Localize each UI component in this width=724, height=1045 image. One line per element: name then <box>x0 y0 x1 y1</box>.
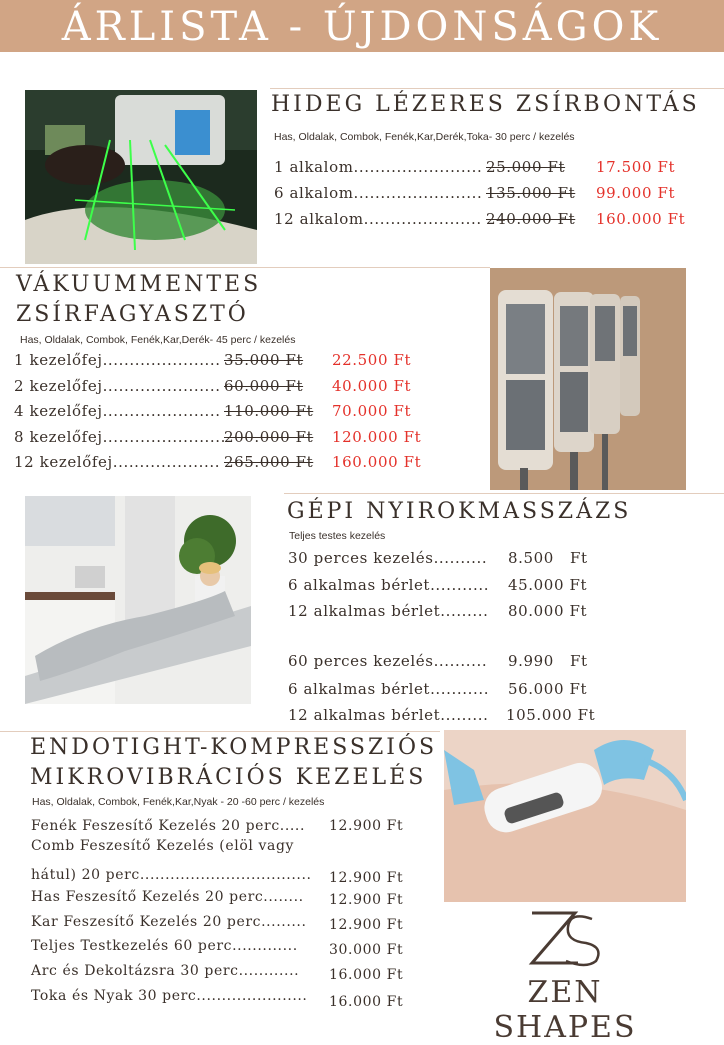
cryo-photo <box>490 268 686 490</box>
divider <box>270 88 724 89</box>
endo-title-line2: MIKROVIBRÁCIÓS KEZELÉS <box>30 765 427 790</box>
lymph-title: GÉPI NYIROKMASSZÁZS <box>287 499 632 524</box>
row-label: 6 alkalmas bérlet........... <box>288 576 490 594</box>
divider <box>0 267 490 268</box>
price: 12.900 Ft <box>329 892 404 908</box>
new-price: 160.000 Ft <box>596 210 686 228</box>
row-label: Fenék Feszesítő Kezelés 20 perc..... <box>31 818 306 834</box>
logo-monogram <box>520 905 610 970</box>
row-label: 1 alkalom........................ <box>274 158 483 176</box>
old-price: 240.000 Ft <box>486 210 576 228</box>
new-price: 70.000 Ft <box>332 402 412 420</box>
laser-subtitle: Has, Oldalak, Combok, Fenék,Kar,Derék,Toka- 30 perc / kezelés <box>274 131 575 143</box>
divider <box>284 493 724 494</box>
price-row <box>14 398 484 424</box>
price: 30.000 Ft <box>329 942 404 958</box>
price: 105.000 Ft <box>506 706 596 724</box>
row-label: Teljes Testkezelés 60 perc............. <box>31 938 298 954</box>
row-label: 1 kezelőfej...................... <box>14 351 221 369</box>
logo-monogram-text <box>520 905 521 906</box>
row-label: 4 kezelőfej...................... <box>14 402 221 420</box>
price: 12.900 Ft <box>329 917 404 933</box>
cryo-title-line1: VÁKUUMMENTES <box>16 272 262 297</box>
price: 45.000 Ft <box>508 576 588 594</box>
laser-title: HIDEG LÉZERES ZSÍRBONTÁS <box>271 92 700 117</box>
price-row <box>31 884 431 910</box>
price: 8.500 Ft <box>508 549 588 567</box>
price-row <box>14 373 484 399</box>
price: 56.000 Ft <box>508 680 588 698</box>
old-price: 135.000 Ft <box>486 184 576 202</box>
row-label: 12 alkalmas bérlet......... <box>288 602 489 620</box>
price-row <box>288 676 708 702</box>
price-row <box>31 983 431 1009</box>
price-row <box>31 909 431 935</box>
price-row <box>288 648 708 674</box>
new-price: 22.500 Ft <box>332 351 412 369</box>
price-row <box>274 206 714 232</box>
row-label: hátul) 20 perc.................................. <box>31 867 312 883</box>
lymph-subtitle: Teljes testes kezelés <box>289 530 386 542</box>
price-row <box>288 545 708 571</box>
page-title: ÁRLISTA - ÚJDONSÁGOK <box>61 4 663 50</box>
old-price: 110.000 Ft <box>224 402 314 420</box>
price-row <box>31 958 431 984</box>
price-row <box>288 702 708 728</box>
new-price: 160.000 Ft <box>332 453 422 471</box>
old-price: 35.000 Ft <box>224 351 304 369</box>
old-price: 25.000 Ft <box>486 158 566 176</box>
price-row <box>274 180 714 206</box>
divider <box>0 731 440 732</box>
cryo-subtitle: Has, Oldalak, Combok, Fenék,Kar,Derék- 45 perc / kezelés <box>20 334 296 346</box>
price: 9.990 Ft <box>508 652 588 670</box>
price: 12.900 Ft <box>329 870 404 886</box>
price-row <box>31 833 431 859</box>
price-row <box>14 424 484 450</box>
new-price: 17.500 Ft <box>596 158 676 176</box>
new-price: 40.000 Ft <box>332 377 412 395</box>
endo-photo <box>444 730 686 902</box>
price-row <box>14 347 484 373</box>
row-label: 30 perces kezelés.......... <box>288 549 488 567</box>
old-price: 200.000 Ft <box>224 428 314 446</box>
endo-title-line1: ENDOTIGHT-KOMPRESSZIÓS <box>30 735 438 760</box>
price-row <box>31 933 431 959</box>
row-label: Arc és Dekoltázsra 30 perc............ <box>31 963 300 979</box>
row-label: Has Feszesítő Kezelés 20 perc........ <box>31 889 304 905</box>
row-label: 6 alkalom........................ <box>274 184 483 202</box>
row-label: 60 perces kezelés.......... <box>288 652 488 670</box>
old-price: 60.000 Ft <box>224 377 304 395</box>
new-price: 99.000 Ft <box>596 184 676 202</box>
price-row <box>288 598 708 624</box>
row-label: 2 kezelőfej...................... <box>14 377 221 395</box>
row-label: 12 alkalmas bérlet......... <box>288 706 489 724</box>
endo-subtitle: Has, Oldalak, Combok, Fenék,Kar,Nyak - 20 -60 perc / kezelés <box>32 796 325 808</box>
row-label: 8 kezelőfej....................... <box>14 428 227 446</box>
cryo-title-line2: ZSÍRFAGYASZTÓ <box>16 302 249 327</box>
new-price: 120.000 Ft <box>332 428 422 446</box>
price: 80.000 Ft <box>508 602 588 620</box>
price: 12.900 Ft <box>329 818 404 834</box>
row-label: 12 alkalom...................... <box>274 210 482 228</box>
logo-name: ZEN SHAPES <box>493 975 637 1045</box>
price-row <box>14 449 484 475</box>
laser-photo <box>25 90 257 264</box>
row-label: 6 alkalmas bérlet........... <box>288 680 490 698</box>
row-label: Kar Feszesítő Kezelés 20 perc......... <box>31 914 307 930</box>
row-label: Comb Feszesítő Kezelés (elöl vagy <box>31 838 295 854</box>
price-row <box>288 572 708 598</box>
price: 16.000 Ft <box>329 994 404 1010</box>
row-label: 12 kezelőfej.................... <box>14 453 221 471</box>
zs-monogram-icon <box>520 905 610 970</box>
price-row <box>274 154 714 180</box>
price: 16.000 Ft <box>329 967 404 983</box>
row-label: Toka és Nyak 30 perc...................... <box>31 988 308 1004</box>
old-price: 265.000 Ft <box>224 453 314 471</box>
lymph-photo <box>25 496 251 704</box>
